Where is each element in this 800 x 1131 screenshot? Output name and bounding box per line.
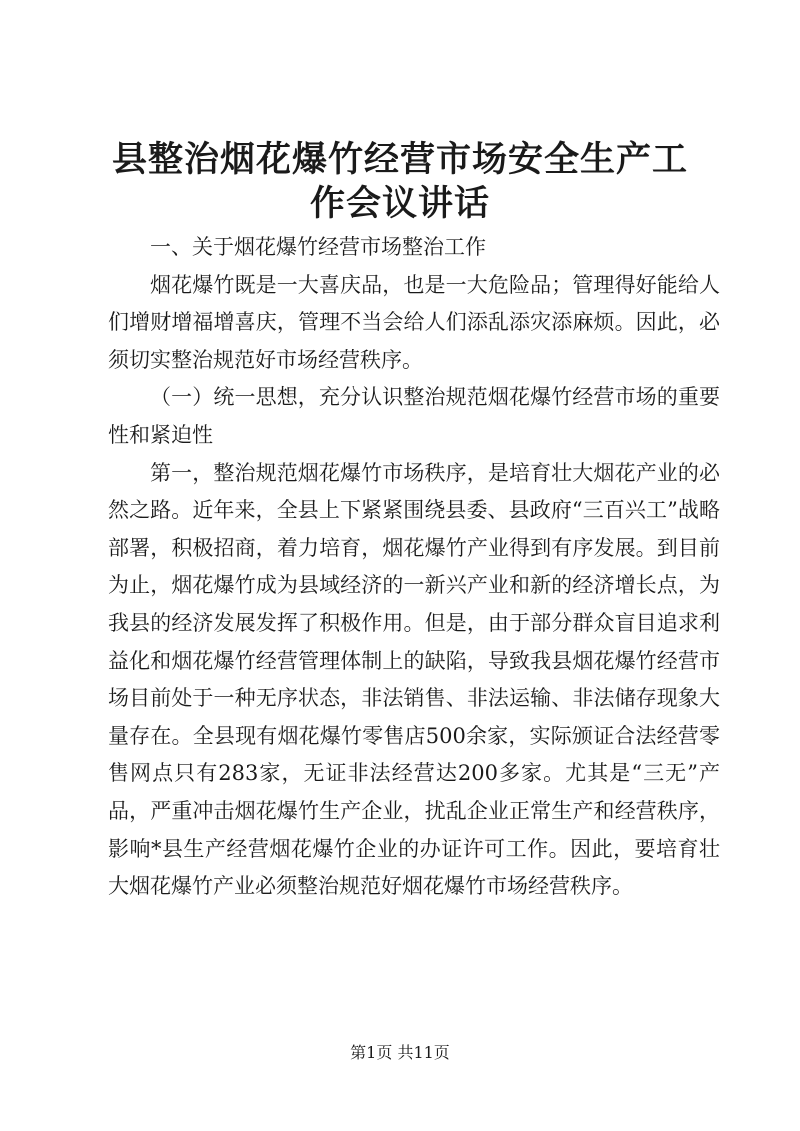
- paragraph: 第一，整治规范烟花爆竹市场秩序，是培育壮大烟花产业的必然之路。近年来，全县上下紧紧围绕县委、县政府“三百兴工”战略部署，积极招商，着力培育，烟花爆竹产业得到有序发展。到目前为止，烟花爆竹成为县域经济的一新兴产业和新的经济增长点，为我县的经济发展发挥了积极作用。但是，由于部分群众盲目追求利益化和烟花爆竹经营管理体制上的缺陷，导致我县烟花爆竹经营市场目前处于一种无序状态，非法销售、非法运输、非法储存现象大量存在。全县现有烟花爆竹零售店500余家，实际颁证合法经营零售网点只有283家，无证非法经营达200多家。尤其是“三无”产品，严重冲击烟花爆竹生产企业，扰乱企业正常生产和经营秩序，影响*县生产经营烟花爆竹企业的办证许可工作。因此，要培育壮大烟花爆竹产业必须整治规范好烟花爆竹市场经营秩序。: [108, 460, 720, 899]
- document-body: [108, 229, 720, 906]
- page-footer: 第1页 共11页: [350, 1043, 450, 1062]
- document-title: 县整治烟花爆竹经营市场安全生产工作会议讲话: [111, 139, 688, 224]
- section-heading: 一、关于烟花爆竹经营市场整治工作: [150, 235, 486, 259]
- subsection-heading: （一）统一思想，充分认识整治规范烟花爆竹经营市场的重要性和紧迫性: [108, 385, 720, 447]
- paragraph: 烟花爆竹既是一大喜庆品，也是一大危险品；管理得好能给人们增财增福增喜庆，管理不当会给人们添乱添灾添麻烦。因此，必须切实整治规范好市场经营秩序。: [108, 272, 720, 372]
